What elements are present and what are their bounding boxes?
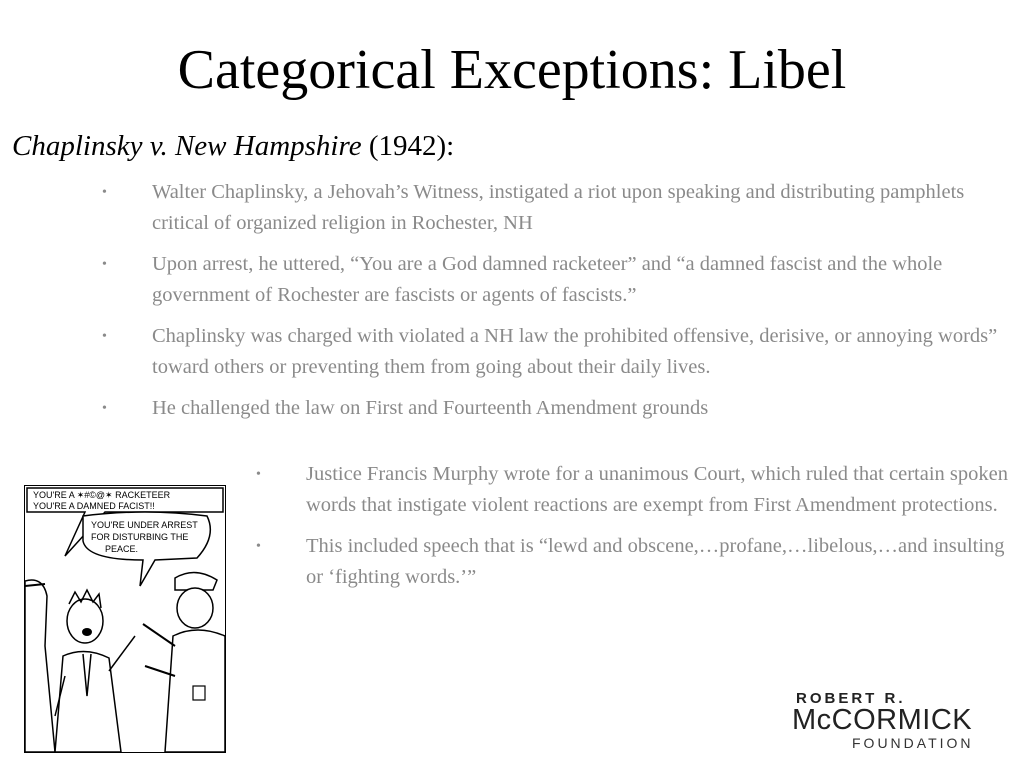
logo-line-3: FOUNDATION <box>852 735 974 751</box>
bullet-dot-icon: • <box>102 329 107 344</box>
sub-bullet-text: Justice Francis Murphy wrote for a unanimous Court, which ruled that certain spoken words that instigate violent reactions are exempt from First Amendment protections. <box>306 463 1008 516</box>
sub-bullet-text: This included speech that is “lewd and obscene,…profane,…libelous,…and insulting or ‘fighting words.’” <box>306 535 1005 588</box>
bullet-dot-icon: • <box>256 539 261 554</box>
logo-line-1: ROBERT R. <box>796 690 906 707</box>
bullet-item <box>102 249 1012 311</box>
cartoon-speech-line: YOU'RE UNDER ARREST <box>91 520 198 530</box>
bullet-item <box>102 177 1012 239</box>
mccormick-foundation-logo <box>792 690 1000 752</box>
case-name: Chaplinsky v. New Hampshire <box>12 130 362 162</box>
cartoon-speech-line: YOU'RE A DAMNED FACIST!! <box>33 501 155 511</box>
bullet-list <box>102 177 1012 434</box>
bullet-dot-icon: • <box>256 467 261 482</box>
bullet-dot-icon: • <box>102 185 107 200</box>
bullet-item <box>102 321 1012 383</box>
slide-title: Categorical Exceptions: Libel <box>177 39 847 101</box>
sub-bullet-item <box>256 531 1011 593</box>
bullet-text: Upon arrest, he uttered, “You are a God damned racketeer” and “a damned fascist and the whole government of Rochester are fascists or agents of fascists.” <box>152 253 943 306</box>
bullet-item <box>102 393 1012 424</box>
sub-bullet-list <box>256 459 1011 603</box>
logo-line-2: McCORMICK <box>792 704 973 736</box>
sub-bullet-item <box>256 459 1011 521</box>
cartoon-speech-line: FOR DISTURBING THE <box>91 532 189 542</box>
bullet-text: He challenged the law on First and Fourteenth Amendment grounds <box>152 397 709 419</box>
cartoon-speech-line: PEACE. <box>105 544 139 554</box>
case-heading <box>12 130 454 163</box>
case-year: (1942): <box>368 130 455 162</box>
bullet-text: Chaplinsky was charged with violated a NH law the prohibited offensive, derisive, or annoying words” toward others or preventing them from going about their daily lives. <box>152 325 998 378</box>
cartoon-speech-line: YOU'RE A ✶#©@✶ RACKETEER <box>33 490 171 500</box>
cartoon-illustration <box>24 485 226 753</box>
bullet-dot-icon: • <box>102 257 107 272</box>
bullet-dot-icon: • <box>102 401 107 416</box>
bullet-text: Walter Chaplinsky, a Jehovah’s Witness, instigated a riot upon speaking and distributing pamphlets critical of organized religion in Rochester, NH <box>152 181 965 234</box>
